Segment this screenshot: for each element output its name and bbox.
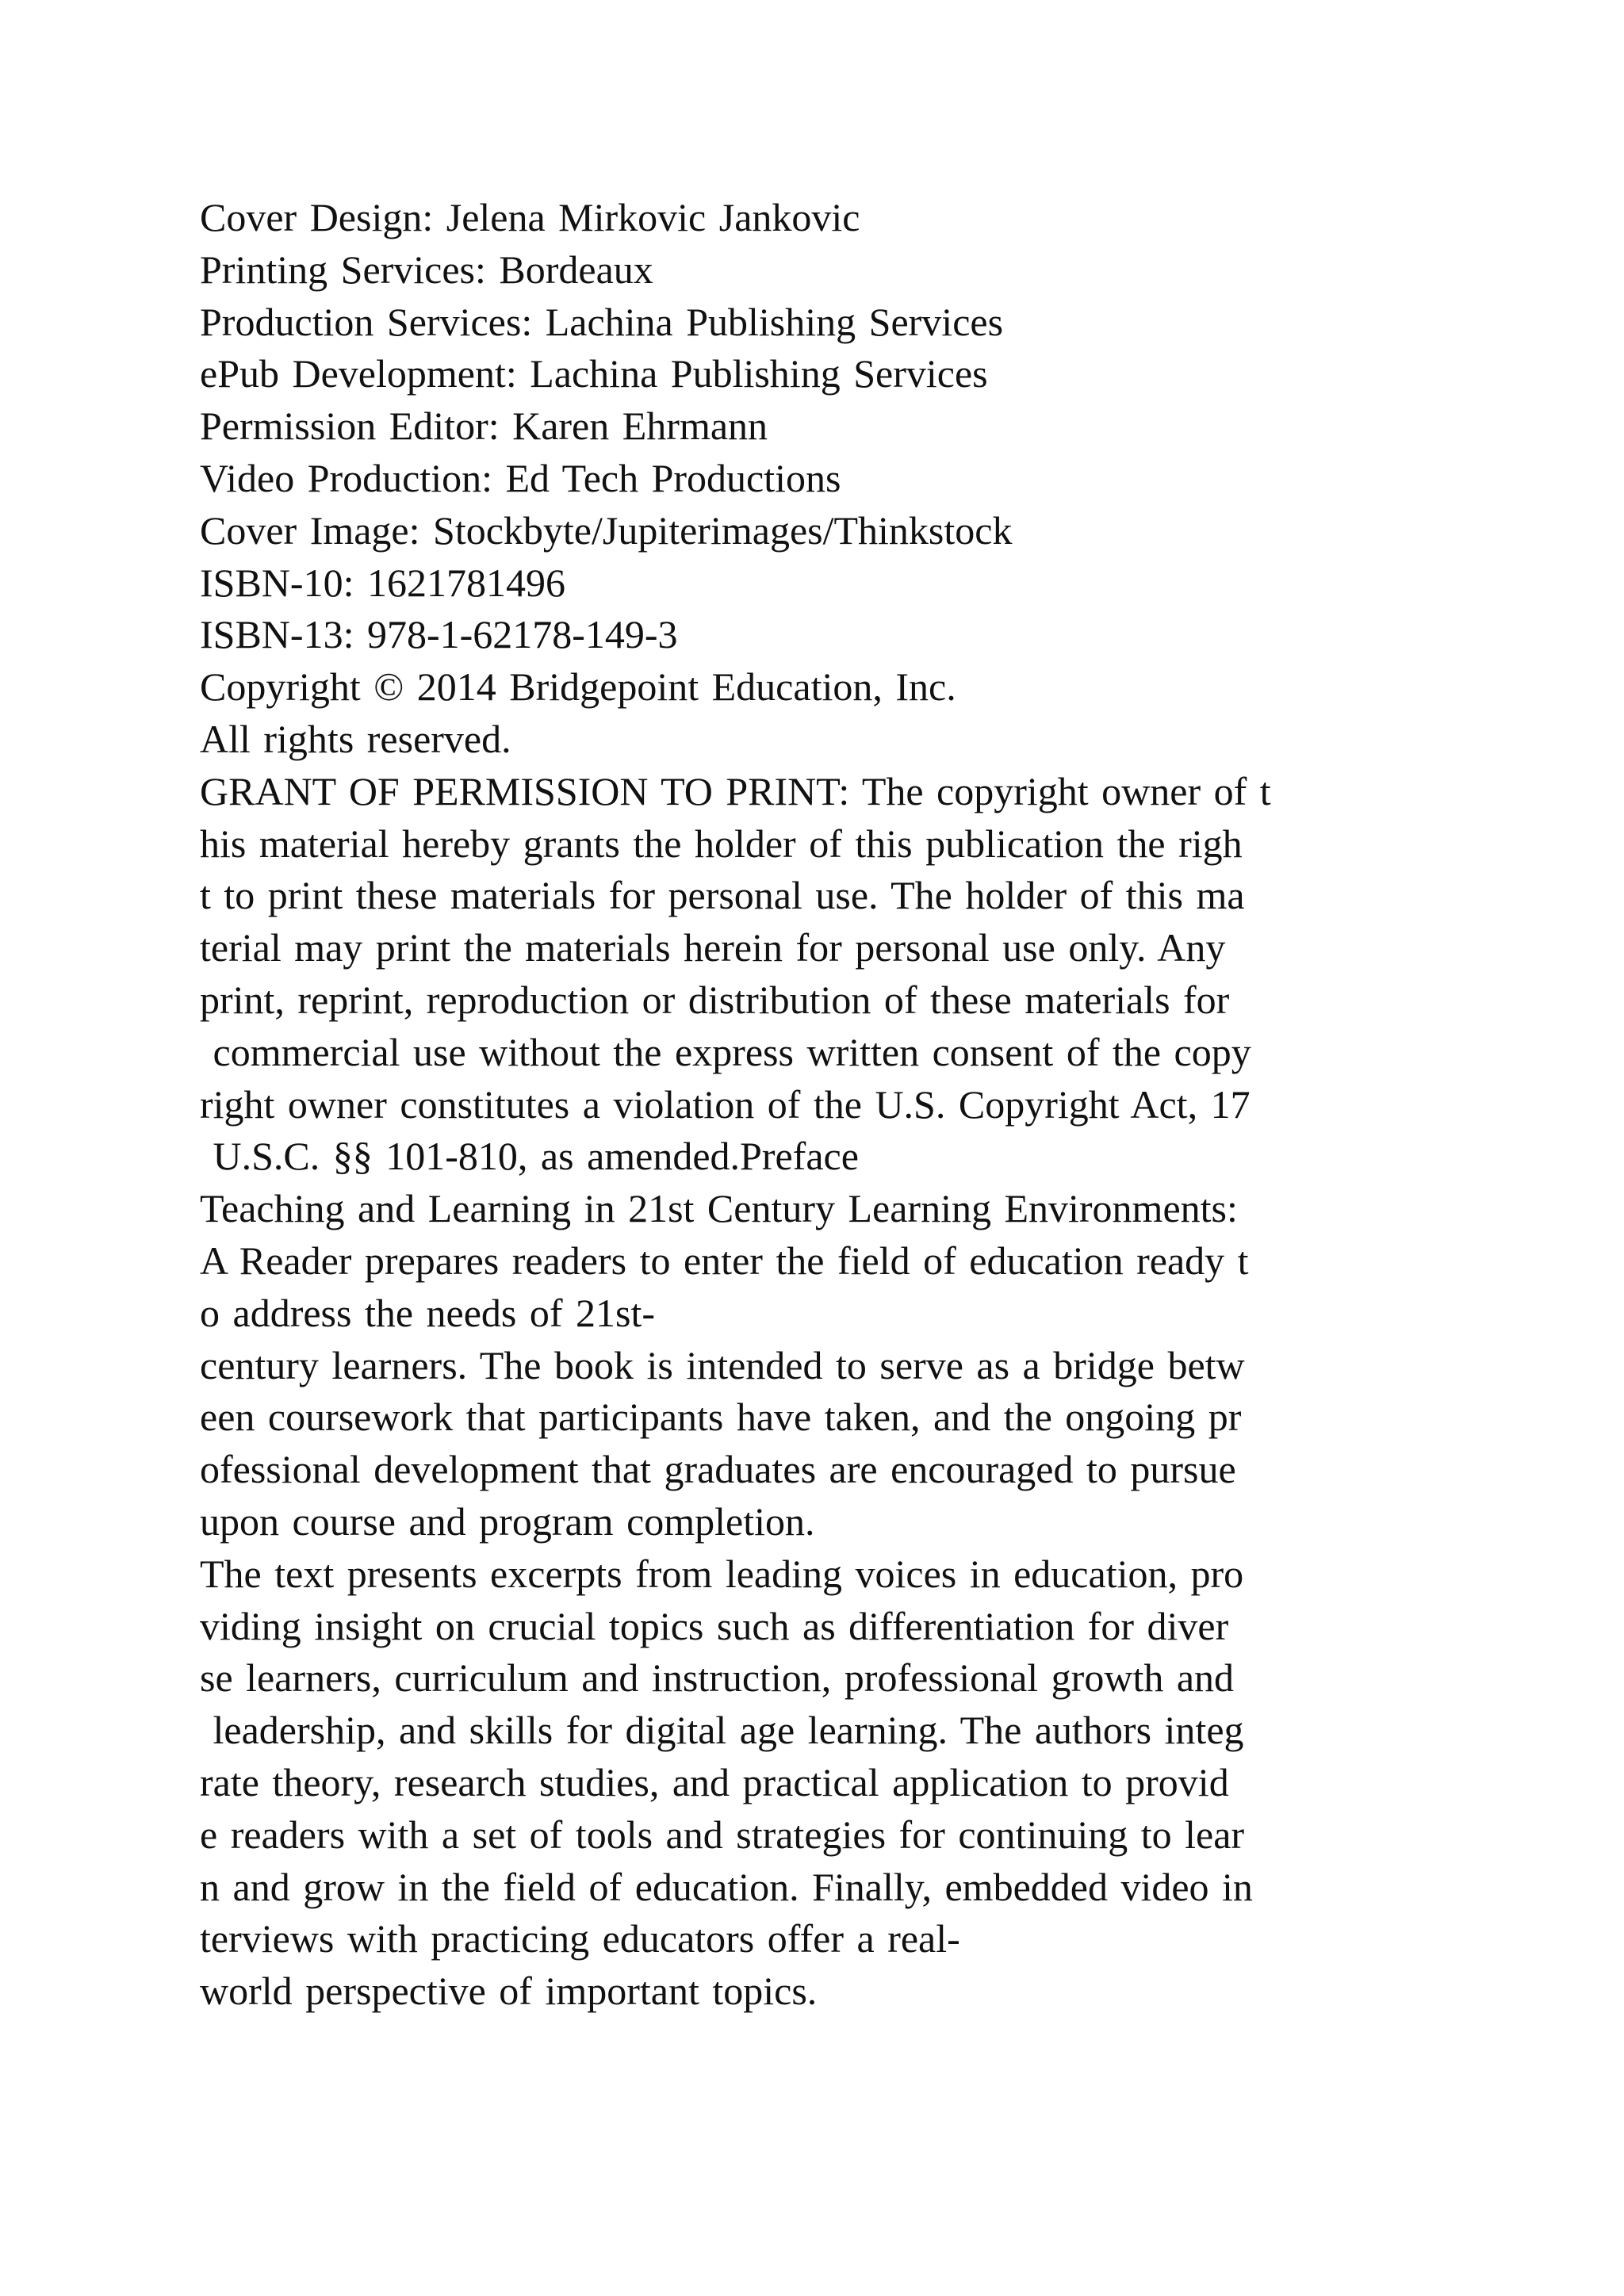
isbn-10: ISBN-10: 1621781496 — [200, 560, 565, 605]
isbn-13: ISBN-13: 978-1-62178-149-3 — [200, 612, 678, 657]
credit-cover-design: Cover Design: Jelena Mirkovic Jankovic — [200, 195, 860, 239]
preface-text-line: ofessional development that graduates are encouraged to pursue — [200, 1447, 1236, 1492]
preface-text-line: o address the needs of 21st- — [200, 1290, 656, 1335]
preface-text-line: n and grow in the field of education. Finally, embedded video in — [200, 1864, 1253, 1909]
preface-text-line: se learners, curriculum and instruction, professional growth and — [200, 1655, 1235, 1701]
preface-text-line: een coursework that participants have taken, and the ongoing pr — [200, 1395, 1242, 1440]
credit-epub-development: ePub Development: Lachina Publishing Services — [200, 351, 988, 396]
preface-text-line: The text presents excerpts from leading voices in education, pro — [200, 1551, 1244, 1596]
text-block — [200, 192, 1469, 2018]
preface-text-line: viding insight on crucial topics such as differentiation for diver — [200, 1603, 1229, 1648]
preface-text-line: leadership, and skills for digital age learning. The authors integ — [200, 1708, 1244, 1753]
preface-text-line: e readers with a set of tools and strategies for continuing to lear — [200, 1812, 1245, 1857]
preface-text-line: terviews with practicing educators offer a real- — [200, 1916, 960, 1961]
credit-permission-editor: Permission Editor: Karen Ehrmann — [200, 404, 768, 449]
preface-text-line: century learners. The book is intended to serve as a bridge betw — [200, 1342, 1245, 1387]
credit-printing-services: Printing Services: Bordeaux — [200, 247, 653, 292]
rights-reserved: All rights reserved. — [200, 716, 511, 761]
preface-text-line: rate theory, research studies, and practical application to provid — [200, 1759, 1229, 1804]
preface-text-line: upon course and program completion. — [200, 1498, 815, 1544]
preface-text-line: world perspective of important topics. — [200, 1969, 818, 2014]
permission-text-line: t to print these materials for personal use. The holder of this ma — [200, 873, 1245, 918]
permission-text-line: terial may print the materials herein for personal use only. Any — [200, 925, 1226, 970]
credit-video-production: Video Production: Ed Tech Productions — [200, 455, 841, 500]
preface-text-line: A Reader prepares readers to enter the field of education ready t — [200, 1238, 1249, 1283]
permission-text-line: commercial use without the express written consent of the copy — [200, 1029, 1251, 1074]
permission-text-line: U.S.C. §§ 101-810, as amended.Preface — [200, 1134, 859, 1179]
copyright-line: Copyright © 2014 Bridgepoint Education, Inc. — [200, 664, 956, 710]
preface-text-line: Teaching and Learning in 21st Century Learning Environments: — [200, 1186, 1238, 1231]
permission-text-line: GRANT OF PERMISSION TO PRINT: The copyright owner of t — [200, 768, 1271, 813]
permission-text-line: his material hereby grants the holder of this publication the righ — [200, 821, 1243, 866]
credit-cover-image: Cover Image: Stockbyte/Jupiterimages/Thinkstock — [200, 507, 1013, 553]
credit-production-services: Production Services: Lachina Publishing Services — [200, 299, 1004, 344]
permission-text-line: right owner constitutes a violation of the U.S. Copyright Act, 17 — [200, 1081, 1251, 1127]
permission-text-line: print, reprint, reproduction or distribution of these materials for — [200, 977, 1230, 1022]
